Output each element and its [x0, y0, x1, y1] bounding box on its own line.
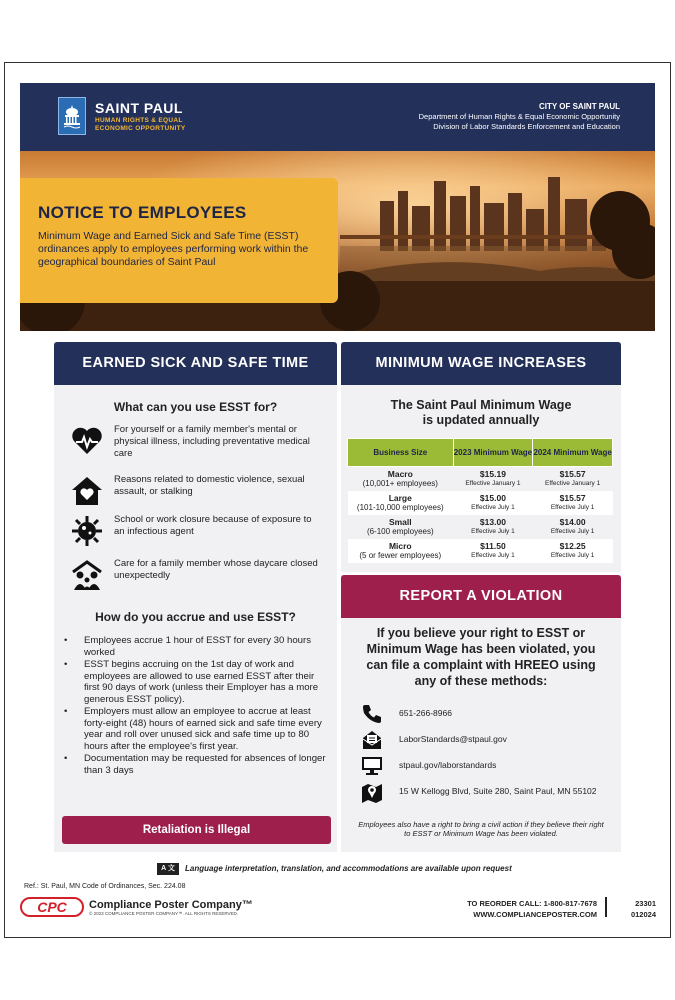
esst-accrue-heading: How do you accrue and use ESST? [95, 610, 296, 624]
use-item [70, 514, 325, 554]
list-item: • Employers must allow an employee to accrue at least forty-eight (48) hours of earned sick and safe time every year and roll over unused sick and safe time up to 80 hours after the employee's first year. [64, 706, 329, 752]
esst-band-title: EARNED SICK AND SAFE TIME [54, 342, 337, 385]
city-department-block: CITY OF SAINT PAUL Department of Human Rights & Equal Economic Opportunity Division of Labor Standards Enforcement and Education [418, 102, 620, 131]
use-item [70, 558, 325, 598]
header-banner [20, 83, 655, 151]
org-subtitle: HUMAN RIGHTS & EQUAL ECONOMIC OPPORTUNITY [95, 117, 186, 132]
table-row: Small (6-100 employees) $13.00 Effective July 1 $14.00 Effective July 1 [366, 516, 595, 536]
footer-divider [605, 897, 607, 917]
list-item: • Employees accrue 1 hour of ESST for every 30 hours worked [64, 635, 329, 658]
capitol-logo-icon [58, 97, 86, 135]
esst-bullet-list [64, 635, 329, 777]
mail-icon [361, 729, 383, 751]
list-item: • ESST begins accruing on the 1st day of work and employees are allowed to use earned ESST after their first 90 days of work (unless their Employer has a more generous ESST policy). [64, 659, 329, 705]
ordinance-reference: Ref.: St. Paul, MN Code of Ordinances, Sec. 224.08 [24, 883, 186, 890]
min-wage-heading-2: is updated annually [422, 413, 540, 427]
report-violation-section [341, 575, 621, 852]
cpc-logo: CPC [20, 897, 84, 917]
notice-text: Minimum Wage and Earned Sick and Safe Time (ESST) ordinances apply to employees performing work within the geographical boundaries of Saint Paul [38, 230, 309, 268]
report-text: If you believe your right to ESST or Minimum Wage has been violated, you can file a complaint with HREEO using any of these methods: [366, 626, 596, 688]
reorder-info: TO REORDER CALL: 1-800-817-7678 WWW.COMPLIANCEPOSTER.COM [467, 899, 597, 919]
notice-title: NOTICE TO EMPLOYEES [38, 203, 247, 222]
contact-phone: 651-266-8966 [361, 703, 611, 725]
computer-icon [361, 755, 383, 777]
use-item [70, 424, 325, 464]
use-text: For yourself or a family member's mental or physical illness, including preventative medical care [114, 424, 310, 459]
use-text: Care for a family member whose daycare closed unexpectedly [114, 558, 318, 581]
phone-icon [361, 703, 383, 725]
min-wage-band-title: MINIMUM WAGE INCREASES [341, 342, 621, 385]
use-item [70, 474, 325, 514]
retaliation-banner: Retaliation is Illegal [62, 816, 331, 844]
poster-codes: 23301 012024 [630, 899, 656, 919]
table-row: Micro (5 or fewer employees) $11.50 Effective July 1 $12.25 Effective July 1 [348, 539, 613, 563]
table-row: Large (101-10,000 employees) $15.00 Effective July 1 $15.57 Effective July 1 [348, 491, 613, 515]
map-pin-icon [361, 781, 383, 803]
column-header: 2024 Minimum Wage [533, 439, 613, 467]
esst-section [54, 342, 337, 852]
column-header: Business Size [348, 439, 454, 467]
family-home-icon [70, 558, 104, 592]
company-name: Compliance Poster Company™ [89, 899, 253, 911]
esst-uses-heading: What can you use ESST for? [113, 400, 278, 414]
language-notice: A 文 Language interpretation, translation, and accommodations are available upon request [157, 863, 512, 875]
min-wage-table [347, 438, 613, 563]
org-name: SAINT PAUL [95, 100, 183, 116]
column-header: 2023 Minimum Wage [453, 439, 533, 467]
use-text: Reasons related to domestic violence, sexual assault, or stalking [114, 474, 305, 497]
civil-action-note: Employees also have a right to bring a civil action if they believe their right to ESST or Minimum Wage has been violated. [358, 820, 604, 838]
min-wage-section [341, 342, 621, 572]
house-heart-icon [70, 474, 104, 508]
heart-pulse-icon [70, 424, 104, 458]
contact-email: LaborStandards@stpaul.gov [361, 729, 611, 751]
contact-address: 15 W Kellogg Blvd, Suite 280, Saint Paul, MN 55102 [361, 781, 611, 803]
list-item: • Documentation may be requested for absences of longer than 3 days [64, 753, 329, 776]
min-wage-heading-1: The Saint Paul Minimum Wage [390, 398, 572, 412]
translate-icon: A 文 [157, 863, 179, 875]
virus-icon [70, 514, 104, 548]
report-band-title: REPORT A VIOLATION [341, 575, 621, 618]
contact-website: stpaul.gov/laborstandards [361, 755, 611, 777]
use-text: School or work closure because of exposure to an infectious agent [114, 514, 312, 537]
table-row: Macro (10,001+ employees) $15.19 Effective January 1 $15.57 Effective January 1 [362, 468, 601, 488]
copyright-text: © 2023 COMPLIANCE POSTER COMPANY™. ALL RIGHTS RESERVED. [89, 911, 239, 916]
